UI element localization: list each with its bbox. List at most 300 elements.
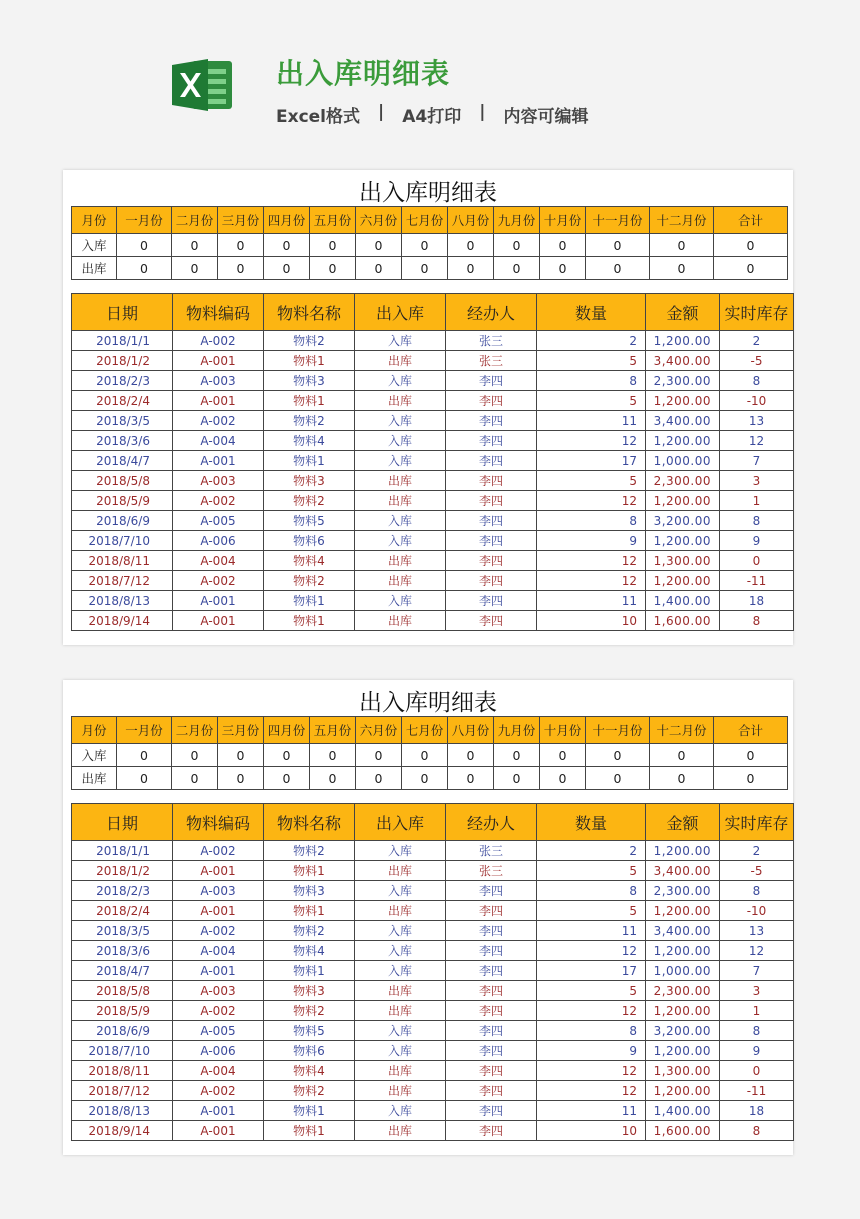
summary-cell: 0: [586, 744, 650, 767]
material-code-cell: A-004: [173, 551, 264, 571]
material-code-cell: A-003: [173, 471, 264, 491]
summary-cell: 0: [540, 234, 586, 257]
stock-cell: 2: [720, 841, 794, 861]
handler-cell: 李四: [446, 1061, 537, 1081]
summary-cell: 0: [218, 257, 264, 280]
summary-cell: 0: [448, 767, 494, 790]
amount-cell: 1,200.00: [646, 1081, 720, 1101]
in-out-cell: 入库: [355, 961, 446, 981]
material-name-cell: 物料2: [264, 491, 355, 511]
material-name-cell: 物料1: [264, 451, 355, 471]
material-name-cell: 物料1: [264, 961, 355, 981]
in-out-cell: 入库: [355, 841, 446, 861]
stock-cell: 13: [720, 411, 794, 431]
amount-cell: 1,200.00: [646, 491, 720, 511]
amount-cell: 3,400.00: [646, 351, 720, 371]
stock-cell: 8: [720, 1021, 794, 1041]
page-header: [0, 0, 860, 160]
summary-header-cell: 六月份: [356, 717, 402, 744]
handler-cell: 张三: [446, 351, 537, 371]
material-code-cell: A-001: [173, 391, 264, 411]
table-row: [72, 391, 794, 411]
material-name-cell: 物料1: [264, 861, 355, 881]
summary-row-label: 入库: [72, 744, 117, 767]
handler-cell: 李四: [446, 1081, 537, 1101]
in-out-cell: 出库: [355, 611, 446, 631]
summary-row: [72, 257, 788, 280]
stock-cell: 7: [720, 451, 794, 471]
summary-cell: 0: [117, 744, 172, 767]
summary-cell: 0: [402, 767, 448, 790]
summary-header-cell: 九月份: [494, 717, 540, 744]
date-cell: 2018/9/14: [72, 611, 173, 631]
summary-cell: 0: [494, 744, 540, 767]
summary-cell: 0: [172, 257, 218, 280]
material-code-cell: A-001: [173, 351, 264, 371]
quantity-cell: 5: [537, 861, 646, 881]
material-name-cell: 物料6: [264, 531, 355, 551]
summary-row-label: 出库: [72, 767, 117, 790]
summary-cell: 0: [714, 767, 788, 790]
table-row: [72, 551, 794, 571]
quantity-cell: 2: [537, 841, 646, 861]
amount-cell: 3,400.00: [646, 411, 720, 431]
detail-header-cell: 经办人: [446, 294, 537, 331]
table-row: [72, 1041, 794, 1061]
table-row: [72, 451, 794, 471]
handler-cell: 李四: [446, 511, 537, 531]
stock-cell: 18: [720, 591, 794, 611]
amount-cell: 1,200.00: [646, 941, 720, 961]
quantity-cell: 8: [537, 371, 646, 391]
detail-header-cell: 物料名称: [264, 804, 355, 841]
excel-logo-icon: [170, 55, 234, 115]
material-code-cell: A-004: [173, 1061, 264, 1081]
material-code-cell: A-001: [173, 1101, 264, 1121]
summary-header-cell: 一月份: [117, 717, 172, 744]
summary-row: [72, 234, 788, 257]
handler-cell: 李四: [446, 491, 537, 511]
table-row: [72, 371, 794, 391]
summary-cell: 0: [218, 767, 264, 790]
summary-cell: 0: [540, 744, 586, 767]
table-row: [72, 511, 794, 531]
in-out-cell: 出库: [355, 551, 446, 571]
summary-header-cell: 十二月份: [650, 717, 714, 744]
date-cell: 2018/6/9: [72, 1021, 173, 1041]
quantity-cell: 5: [537, 901, 646, 921]
summary-header-cell: 七月份: [402, 207, 448, 234]
sheet-preview: [63, 170, 793, 645]
quantity-cell: 9: [537, 531, 646, 551]
material-code-cell: A-004: [173, 431, 264, 451]
table-row: [72, 1061, 794, 1081]
detail-header-cell: 物料编码: [173, 804, 264, 841]
date-cell: 2018/5/8: [72, 981, 173, 1001]
summary-cell: 0: [540, 257, 586, 280]
amount-cell: 2,300.00: [646, 371, 720, 391]
quantity-cell: 5: [537, 391, 646, 411]
sheet-title: 出入库明细表: [359, 180, 497, 206]
summary-header-cell: 六月份: [356, 207, 402, 234]
handler-cell: 李四: [446, 921, 537, 941]
material-name-cell: 物料3: [264, 981, 355, 1001]
material-code-cell: A-001: [173, 451, 264, 471]
table-row: [72, 1081, 794, 1101]
quantity-cell: 10: [537, 1121, 646, 1141]
sheet-title: 出入库明细表: [359, 690, 497, 716]
summary-header-cell: 三月份: [218, 717, 264, 744]
summary-header-cell: 十二月份: [650, 207, 714, 234]
summary-cell: 0: [310, 744, 356, 767]
summary-cell: 0: [218, 234, 264, 257]
material-code-cell: A-002: [173, 1081, 264, 1101]
stock-cell: 9: [720, 1041, 794, 1061]
amount-cell: 3,400.00: [646, 861, 720, 881]
amount-cell: 3,200.00: [646, 511, 720, 531]
table-row: [72, 921, 794, 941]
summary-cell: 0: [650, 744, 714, 767]
in-out-cell: 出库: [355, 471, 446, 491]
stock-cell: 8: [720, 611, 794, 631]
detail-header-cell: 数量: [537, 294, 646, 331]
quantity-cell: 12: [537, 1001, 646, 1021]
handler-cell: 李四: [446, 571, 537, 591]
stock-cell: 1: [720, 491, 794, 511]
date-cell: 2018/3/5: [72, 411, 173, 431]
quantity-cell: 11: [537, 411, 646, 431]
material-code-cell: A-002: [173, 331, 264, 351]
stock-cell: -10: [720, 391, 794, 411]
detail-header-cell: 物料名称: [264, 294, 355, 331]
in-out-cell: 入库: [355, 451, 446, 471]
in-out-cell: 出库: [355, 1001, 446, 1021]
summary-header-cell: 五月份: [310, 717, 356, 744]
summary-header-cell: 十一月份: [586, 207, 650, 234]
summary-cell: 0: [356, 767, 402, 790]
summary-cell: 0: [117, 234, 172, 257]
quantity-cell: 8: [537, 511, 646, 531]
date-cell: 2018/8/13: [72, 1101, 173, 1121]
in-out-cell: 入库: [355, 431, 446, 451]
material-name-cell: 物料1: [264, 351, 355, 371]
summary-cell: 0: [264, 767, 310, 790]
handler-cell: 张三: [446, 861, 537, 881]
table-row: [72, 1021, 794, 1041]
quantity-cell: 5: [537, 351, 646, 371]
stock-cell: 1: [720, 1001, 794, 1021]
material-code-cell: A-003: [173, 881, 264, 901]
summary-header-row: [72, 717, 788, 744]
summary-cell: 0: [402, 234, 448, 257]
quantity-cell: 12: [537, 1061, 646, 1081]
quantity-cell: 12: [537, 1081, 646, 1101]
quantity-cell: 12: [537, 431, 646, 451]
material-name-cell: 物料1: [264, 591, 355, 611]
handler-cell: 李四: [446, 1101, 537, 1121]
amount-cell: 1,300.00: [646, 1061, 720, 1081]
monthly-summary-table: [71, 716, 788, 790]
material-name-cell: 物料4: [264, 1061, 355, 1081]
summary-cell: 0: [356, 744, 402, 767]
summary-cell: 0: [402, 744, 448, 767]
summary-cell: 0: [310, 234, 356, 257]
in-out-cell: 出库: [355, 981, 446, 1001]
material-code-cell: A-005: [173, 511, 264, 531]
quantity-cell: 12: [537, 941, 646, 961]
date-cell: 2018/5/9: [72, 1001, 173, 1021]
material-name-cell: 物料1: [264, 391, 355, 411]
summary-cell: 0: [714, 744, 788, 767]
summary-cell: 0: [448, 744, 494, 767]
date-cell: 2018/1/2: [72, 351, 173, 371]
material-name-cell: 物料3: [264, 371, 355, 391]
summary-cell: 0: [218, 744, 264, 767]
detail-header-cell: 金额: [646, 294, 720, 331]
material-name-cell: 物料5: [264, 1021, 355, 1041]
handler-cell: 李四: [446, 981, 537, 1001]
quantity-cell: 11: [537, 591, 646, 611]
quantity-cell: 2: [537, 331, 646, 351]
monthly-summary-table: [71, 206, 788, 280]
detail-header-row: [72, 804, 794, 841]
summary-header-cell: 八月份: [448, 717, 494, 744]
stock-cell: 12: [720, 431, 794, 451]
amount-cell: 1,200.00: [646, 391, 720, 411]
detail-header-cell: 实时库存: [720, 294, 794, 331]
summary-header-cell: 四月份: [264, 207, 310, 234]
detail-header-cell: 数量: [537, 804, 646, 841]
detail-header-cell: 物料编码: [173, 294, 264, 331]
summary-header-cell: 合计: [714, 207, 788, 234]
quantity-cell: 12: [537, 551, 646, 571]
summary-cell: 0: [448, 234, 494, 257]
material-code-cell: A-006: [173, 1041, 264, 1061]
summary-header-cell: 八月份: [448, 207, 494, 234]
in-out-cell: 入库: [355, 881, 446, 901]
date-cell: 2018/6/9: [72, 511, 173, 531]
summary-cell: 0: [172, 767, 218, 790]
in-out-cell: 出库: [355, 901, 446, 921]
table-row: [72, 941, 794, 961]
stock-cell: -11: [720, 1081, 794, 1101]
stock-cell: 3: [720, 981, 794, 1001]
handler-cell: 李四: [446, 431, 537, 451]
table-row: [72, 491, 794, 511]
quantity-cell: 9: [537, 1041, 646, 1061]
in-out-cell: 入库: [355, 1101, 446, 1121]
stock-cell: 0: [720, 551, 794, 571]
material-code-cell: A-001: [173, 611, 264, 631]
material-code-cell: A-001: [173, 961, 264, 981]
amount-cell: 3,400.00: [646, 921, 720, 941]
date-cell: 2018/1/2: [72, 861, 173, 881]
table-row: [72, 1001, 794, 1021]
date-cell: 2018/8/13: [72, 591, 173, 611]
handler-cell: 李四: [446, 391, 537, 411]
summary-header-cell: 十月份: [540, 717, 586, 744]
table-row: [72, 881, 794, 901]
summary-cell: 0: [117, 257, 172, 280]
material-name-cell: 物料2: [264, 1081, 355, 1101]
tag-editable: 内容可编辑: [503, 107, 589, 127]
summary-header-cell: 四月份: [264, 717, 310, 744]
table-row: [72, 611, 794, 631]
table-row: [72, 961, 794, 981]
amount-cell: 1,200.00: [646, 1041, 720, 1061]
material-name-cell: 物料2: [264, 411, 355, 431]
stock-cell: 8: [720, 371, 794, 391]
summary-cell: 0: [172, 744, 218, 767]
material-code-cell: A-002: [173, 1001, 264, 1021]
summary-header-cell: 合计: [714, 717, 788, 744]
summary-header-cell: 十月份: [540, 207, 586, 234]
stock-cell: 12: [720, 941, 794, 961]
table-row: [72, 351, 794, 371]
amount-cell: 1,200.00: [646, 1001, 720, 1021]
date-cell: 2018/4/7: [72, 451, 173, 471]
date-cell: 2018/8/11: [72, 1061, 173, 1081]
date-cell: 2018/1/1: [72, 841, 173, 861]
stock-cell: -11: [720, 571, 794, 591]
stock-cell: 18: [720, 1101, 794, 1121]
in-out-cell: 入库: [355, 1021, 446, 1041]
format-tags: [276, 102, 588, 127]
table-row: [72, 431, 794, 451]
material-code-cell: A-002: [173, 841, 264, 861]
quantity-cell: 8: [537, 881, 646, 901]
handler-cell: 李四: [446, 901, 537, 921]
inventory-detail-table: [71, 293, 794, 631]
in-out-cell: 入库: [355, 1041, 446, 1061]
detail-header-cell: 出入库: [355, 804, 446, 841]
date-cell: 2018/2/3: [72, 371, 173, 391]
summary-header-row: [72, 207, 788, 234]
summary-header-cell: 三月份: [218, 207, 264, 234]
material-code-cell: A-001: [173, 1121, 264, 1141]
in-out-cell: 入库: [355, 371, 446, 391]
date-cell: 2018/9/14: [72, 1121, 173, 1141]
handler-cell: 李四: [446, 551, 537, 571]
material-code-cell: A-002: [173, 411, 264, 431]
material-name-cell: 物料2: [264, 921, 355, 941]
material-code-cell: A-003: [173, 371, 264, 391]
summary-cell: 0: [714, 234, 788, 257]
summary-cell: 0: [117, 767, 172, 790]
quantity-cell: 5: [537, 981, 646, 1001]
amount-cell: 1,200.00: [646, 331, 720, 351]
table-row: [72, 1101, 794, 1121]
quantity-cell: 12: [537, 491, 646, 511]
date-cell: 2018/2/4: [72, 901, 173, 921]
amount-cell: 2,300.00: [646, 981, 720, 1001]
summary-cell: 0: [448, 257, 494, 280]
summary-cell: 0: [264, 234, 310, 257]
handler-cell: 李四: [446, 531, 537, 551]
handler-cell: 李四: [446, 471, 537, 491]
material-name-cell: 物料4: [264, 551, 355, 571]
summary-cell: 0: [494, 234, 540, 257]
material-code-cell: A-002: [173, 921, 264, 941]
table-row: [72, 591, 794, 611]
in-out-cell: 入库: [355, 941, 446, 961]
amount-cell: 3,200.00: [646, 1021, 720, 1041]
tag-separator: |: [378, 102, 385, 122]
quantity-cell: 10: [537, 611, 646, 631]
stock-cell: -5: [720, 351, 794, 371]
stock-cell: -10: [720, 901, 794, 921]
stock-cell: 8: [720, 1121, 794, 1141]
summary-cell: 0: [264, 257, 310, 280]
handler-cell: 李四: [446, 1021, 537, 1041]
summary-header-cell: 二月份: [172, 717, 218, 744]
summary-cell: 0: [650, 257, 714, 280]
detail-header-cell: 日期: [72, 294, 173, 331]
in-out-cell: 出库: [355, 1081, 446, 1101]
tag-format: Excel格式: [276, 107, 361, 127]
handler-cell: 张三: [446, 331, 537, 351]
handler-cell: 李四: [446, 881, 537, 901]
stock-cell: 9: [720, 531, 794, 551]
quantity-cell: 11: [537, 1101, 646, 1121]
amount-cell: 1,200.00: [646, 531, 720, 551]
in-out-cell: 入库: [355, 921, 446, 941]
sheet-preview: [63, 680, 793, 1155]
handler-cell: 李四: [446, 1121, 537, 1141]
in-out-cell: 入库: [355, 411, 446, 431]
material-name-cell: 物料1: [264, 611, 355, 631]
date-cell: 2018/2/3: [72, 881, 173, 901]
quantity-cell: 12: [537, 571, 646, 591]
table-row: [72, 901, 794, 921]
summary-cell: 0: [494, 767, 540, 790]
detail-header-cell: 实时库存: [720, 804, 794, 841]
summary-header-cell: 一月份: [117, 207, 172, 234]
summary-header-cell: 五月份: [310, 207, 356, 234]
stock-cell: 7: [720, 961, 794, 981]
amount-cell: 1,600.00: [646, 1121, 720, 1141]
amount-cell: 2,300.00: [646, 881, 720, 901]
date-cell: 2018/5/9: [72, 491, 173, 511]
handler-cell: 李四: [446, 451, 537, 471]
stock-cell: 13: [720, 921, 794, 941]
in-out-cell: 入库: [355, 331, 446, 351]
in-out-cell: 入库: [355, 511, 446, 531]
summary-header-cell: 月份: [72, 717, 117, 744]
amount-cell: 1,600.00: [646, 611, 720, 631]
in-out-cell: 入库: [355, 591, 446, 611]
material-name-cell: 物料5: [264, 511, 355, 531]
detail-header-cell: 日期: [72, 804, 173, 841]
summary-cell: 0: [310, 257, 356, 280]
date-cell: 2018/5/8: [72, 471, 173, 491]
summary-cell: 0: [494, 257, 540, 280]
amount-cell: 1,300.00: [646, 551, 720, 571]
inventory-detail-table: [71, 803, 794, 1141]
date-cell: 2018/4/7: [72, 961, 173, 981]
stock-cell: -5: [720, 861, 794, 881]
summary-cell: 0: [650, 234, 714, 257]
material-name-cell: 物料6: [264, 1041, 355, 1061]
material-code-cell: A-001: [173, 901, 264, 921]
quantity-cell: 17: [537, 961, 646, 981]
summary-row-label: 入库: [72, 234, 117, 257]
detail-header-row: [72, 294, 794, 331]
material-code-cell: A-005: [173, 1021, 264, 1041]
date-cell: 2018/8/11: [72, 551, 173, 571]
table-row: [72, 331, 794, 351]
in-out-cell: 出库: [355, 571, 446, 591]
